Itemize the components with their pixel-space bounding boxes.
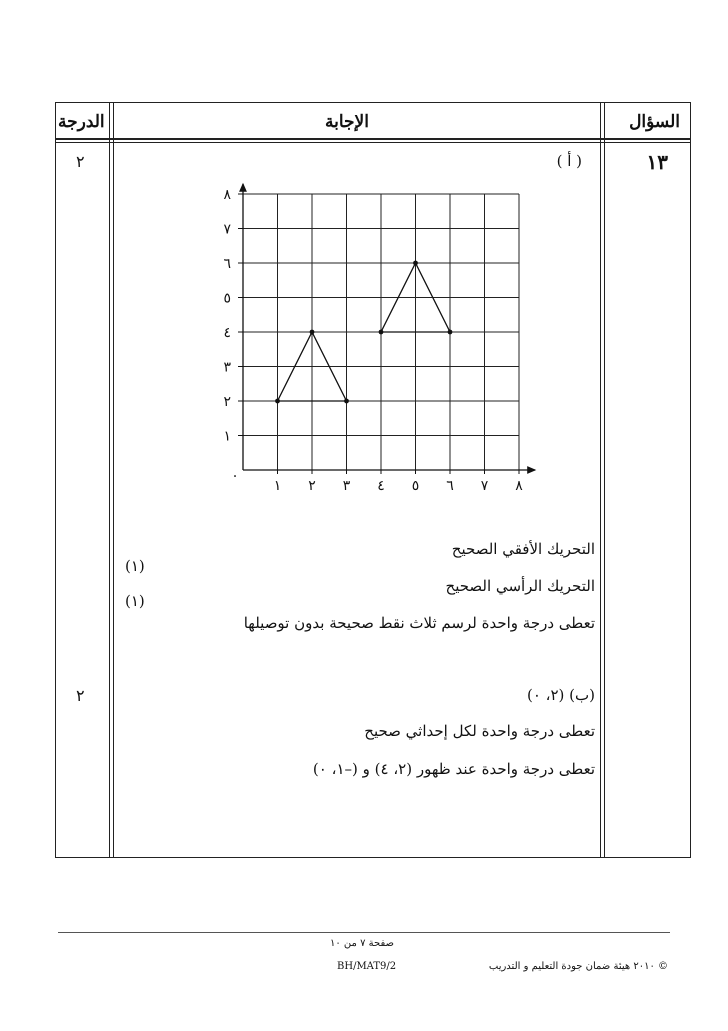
x-tick-label-4: ٤ bbox=[377, 478, 385, 494]
table-right-border bbox=[690, 102, 691, 858]
y-tick-label-5: ٥ bbox=[223, 290, 231, 307]
y-tick-label-6: ٦ bbox=[223, 256, 231, 272]
footer-page-number: صفحة ٧ من ١٠ bbox=[330, 938, 394, 949]
y-tick-label-7: ٧ bbox=[223, 221, 231, 238]
footer-rule bbox=[58, 932, 670, 933]
part-b-label: (ب) (٢، ٠) bbox=[526, 686, 595, 704]
part-a-grade: ٢ bbox=[76, 152, 85, 171]
y-tick-label-4: ٤ bbox=[223, 325, 231, 341]
table-header-divider bbox=[55, 138, 691, 140]
x-tick-label-5: ٥ bbox=[411, 478, 420, 494]
x-tick-label-6: ٦ bbox=[446, 478, 454, 494]
origin-label: ٠ bbox=[231, 468, 239, 484]
part-a-mark-1: (١) bbox=[125, 557, 145, 575]
table-header-divider-2 bbox=[55, 142, 691, 143]
y-tick-label-2: ٢ bbox=[223, 394, 231, 410]
y-tick-label-3: ٣ bbox=[223, 359, 231, 376]
table-bottom-border bbox=[55, 857, 691, 858]
y-tick-label-8: ٨ bbox=[223, 187, 231, 203]
x-tick-label-1: ١ bbox=[273, 478, 282, 494]
triangle-1-vertex-1 bbox=[275, 399, 280, 404]
footer-code: BH/MAT9/2 bbox=[337, 961, 397, 972]
part-a-mark-2: (١) bbox=[125, 592, 145, 610]
triangle-1-vertex-3 bbox=[344, 399, 349, 404]
grade-column-divider-2 bbox=[113, 102, 114, 858]
triangle-2-vertex-1 bbox=[379, 330, 384, 335]
table-left-border bbox=[55, 102, 56, 858]
part-a-label: ( أ ) bbox=[556, 152, 582, 170]
header-answer: الإجابة bbox=[325, 112, 369, 132]
part-b-line-1: تعطى درجة واحدة لكل إحداثي صحيح bbox=[364, 722, 595, 740]
question-column-divider bbox=[600, 102, 601, 858]
question-column-divider-2 bbox=[604, 102, 605, 858]
x-tick-label-3: ٣ bbox=[342, 478, 351, 494]
triangle-1-vertex-2 bbox=[310, 330, 315, 335]
x-tick-label-7: ٧ bbox=[480, 478, 489, 494]
triangle-2-vertex-2 bbox=[413, 261, 418, 266]
triangle-2-vertex-3 bbox=[448, 330, 453, 335]
tick-labels bbox=[223, 187, 523, 494]
part-b-line-2: تعطى درجة واحدة عند ظهور (٢، ٤) و (–١، ٠) bbox=[312, 760, 595, 778]
table-top-border bbox=[55, 102, 691, 103]
part-a-line-2: التحريك الرأسي الصحيح bbox=[445, 577, 595, 595]
part-a-line-1: التحريك الأفقي الصحيح bbox=[451, 540, 595, 558]
part-b-grade: ٢ bbox=[76, 686, 85, 705]
question-number: ١٣ bbox=[646, 150, 668, 174]
part-a-line-3: تعطى درجة واحدة لرسم ثلاث نقط صحيحة بدون توصيلها bbox=[243, 614, 595, 632]
grade-column-divider bbox=[109, 102, 110, 858]
x-tick-label-8: ٨ bbox=[515, 478, 523, 494]
header-grade: الدرجة bbox=[58, 112, 105, 132]
x-tick-label-2: ٢ bbox=[308, 478, 316, 494]
axes bbox=[243, 184, 535, 470]
coordinate-grid-chart bbox=[200, 180, 550, 510]
header-question: السؤال bbox=[629, 112, 680, 132]
footer-copyright: © ٢٠١٠ هيئة ضمان جودة التعليم و التدريب bbox=[488, 961, 668, 972]
y-tick-label-1: ١ bbox=[223, 428, 231, 445]
